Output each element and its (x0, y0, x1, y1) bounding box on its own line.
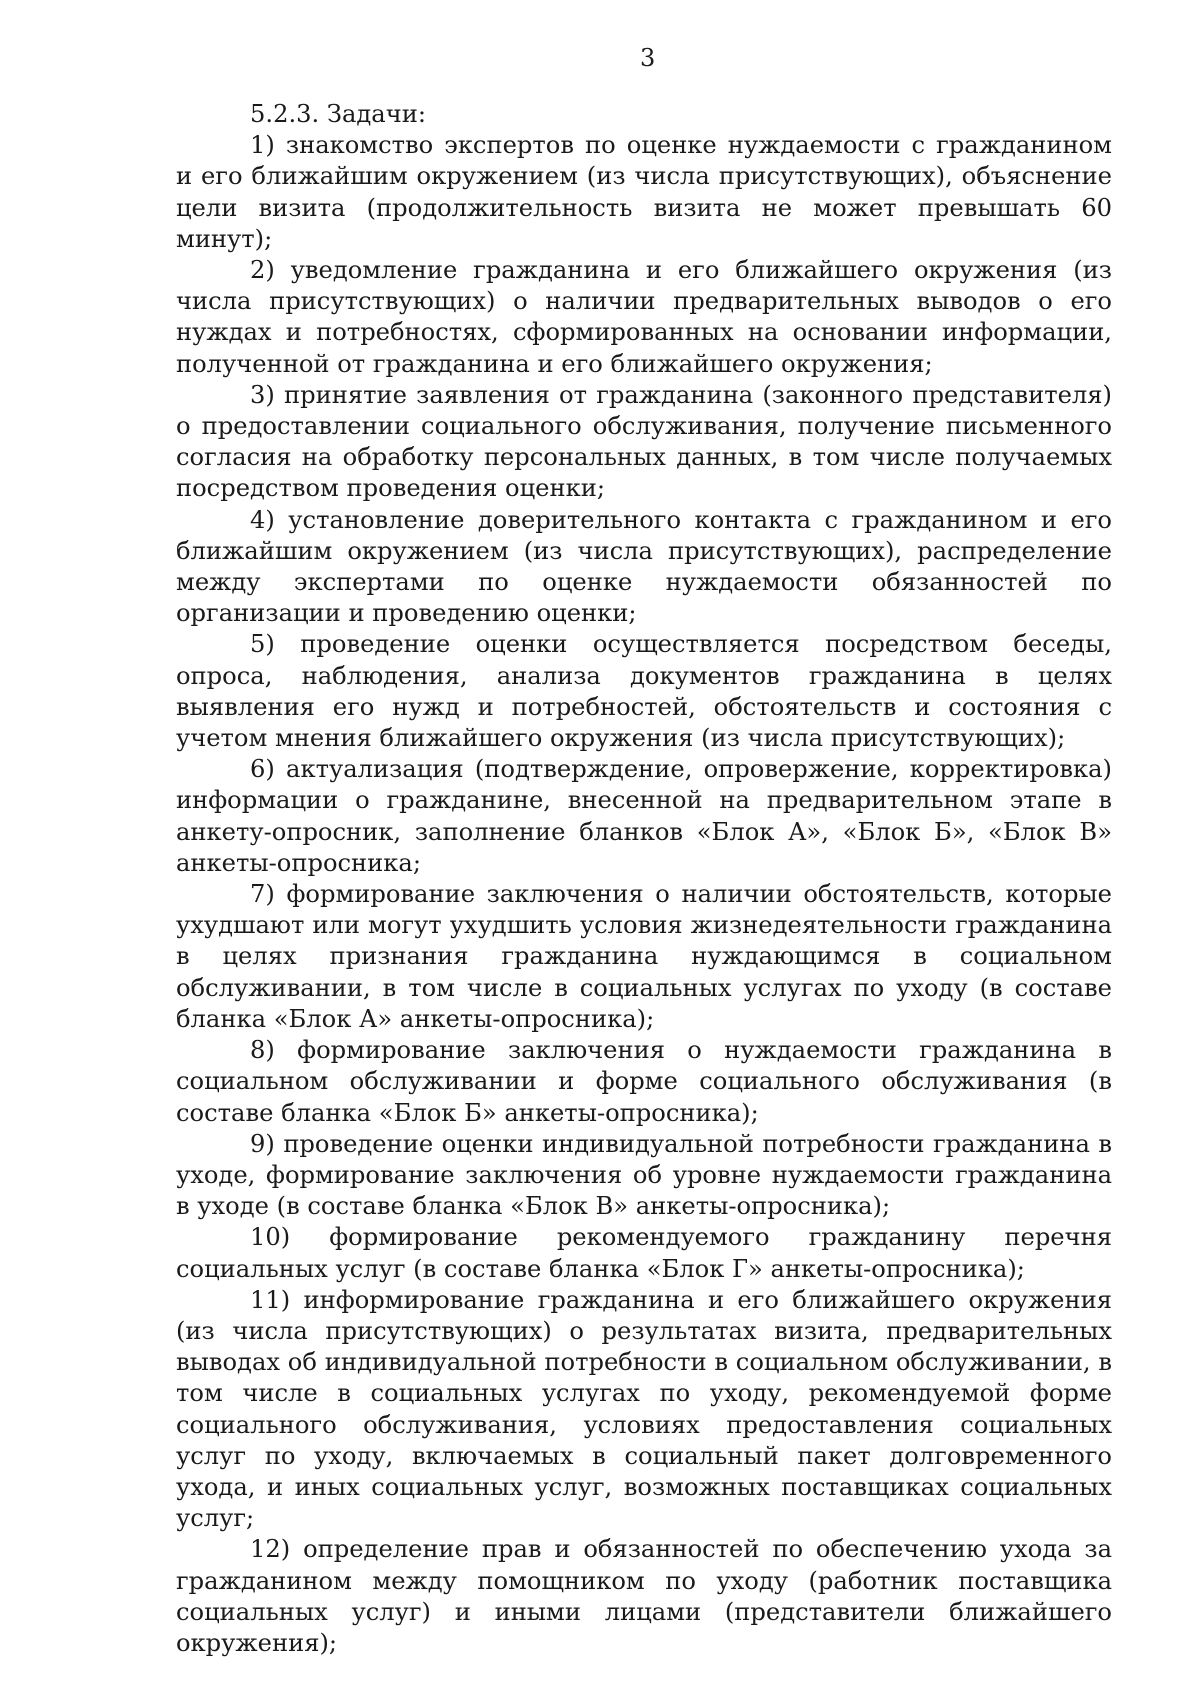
section-heading: 5.2.3. Задачи: (250, 100, 426, 128)
list-item: 10) формирование рекомендуемого гражданину перечня социальных услуг (в составе бланка «Блок Г» анкеты-опросника); (176, 1223, 1112, 1283)
list-item: 4) установление доверительного контакта с гражданином и его ближайшим окружением (из числа присутствующих), распределение между экспертами по оценке нуждаемости обязанностей по организации и проведению оценки; (176, 505, 1112, 628)
list-item: 11) информирование гражданина и его ближайшего окружения (из числа присутствующих) о результатах визита, предварительных выводах об индивидуальной потребности в социальном обслуживании, в том числе в социальных услугах по уходу, рекомендуемой форме социального обслуживания, условиях предоставления социальных услуг по уходу, включаемых в социальный пакет долговременного ухода, и иных социальных услуг, возможных поставщиках социальных услуг; (176, 1285, 1112, 1533)
list-item: 12) определение прав и обязанностей по обеспечению ухода за гражданином между помощником по уходу (работник поставщика социальных услуг) и иными лицами (представители ближайшего окружения); (176, 1535, 1112, 1657)
list-item: 7) формирование заключения о наличии обстоятельств, которые ухудшают или могут ухудшить условия жизнедеятельности гражданина в целях признания гражданина нуждающимся в социальном обслуживании, в том числе в социальных услугах по уходу (в составе бланка «Блок А» анкеты-опросника); (176, 880, 1112, 1033)
document-body (176, 99, 1112, 1659)
list-item: 3) принятие заявления от гражданина (законного представителя) о предоставлении социального обслуживания, получение письменного согласия на обработку персональных данных, в том числе получаемых посредством проведения оценки; (176, 380, 1112, 503)
list-item: 5) проведение оценки осуществляется посредством беседы, опроса, наблюдения, анализа документов гражданина в целях выявления его нужд и потребностей, обстоятельств и состояния с учетом мнения ближайшего окружения (из числа присутствующих); (176, 630, 1112, 753)
list-item: 8) формирование заключения о нуждаемости гражданина в социальном обслуживании и форме социального обслуживания (в составе бланка «Блок Б» анкеты-опросника); (176, 1036, 1112, 1127)
list-item: 9) проведение оценки индивидуальной потребности гражданина в уходе, формирование заключения об уровне нуждаемости гражданина в уходе (в составе бланка «Блок В» анкеты-опросника); (176, 1129, 1112, 1221)
list-item: 6) актуализация (подтверждение, опровержение, корректировка) информации о гражданине, внесенной на предварительном этапе в анкету-опросник, заполнение бланков «Блок А», «Блок Б», «Блок В» анкеты-опросника; (176, 755, 1112, 877)
list-item: 2) уведомление гражданина и его ближайшего окружения (из числа присутствующих) о наличии предварительных выводов о его нуждах и потребностях, сформированных на основании информации, полученной от гражданина и его ближайшего окружения; (176, 256, 1112, 378)
list-item: 1) знакомство экспертов по оценке нуждаемости с гражданином и его ближайшим окружением (из числа присутствующих), объяснение цели визита (продолжительность визита не может превышать 60 минут); (176, 131, 1112, 253)
page-number: 3 (640, 44, 656, 72)
